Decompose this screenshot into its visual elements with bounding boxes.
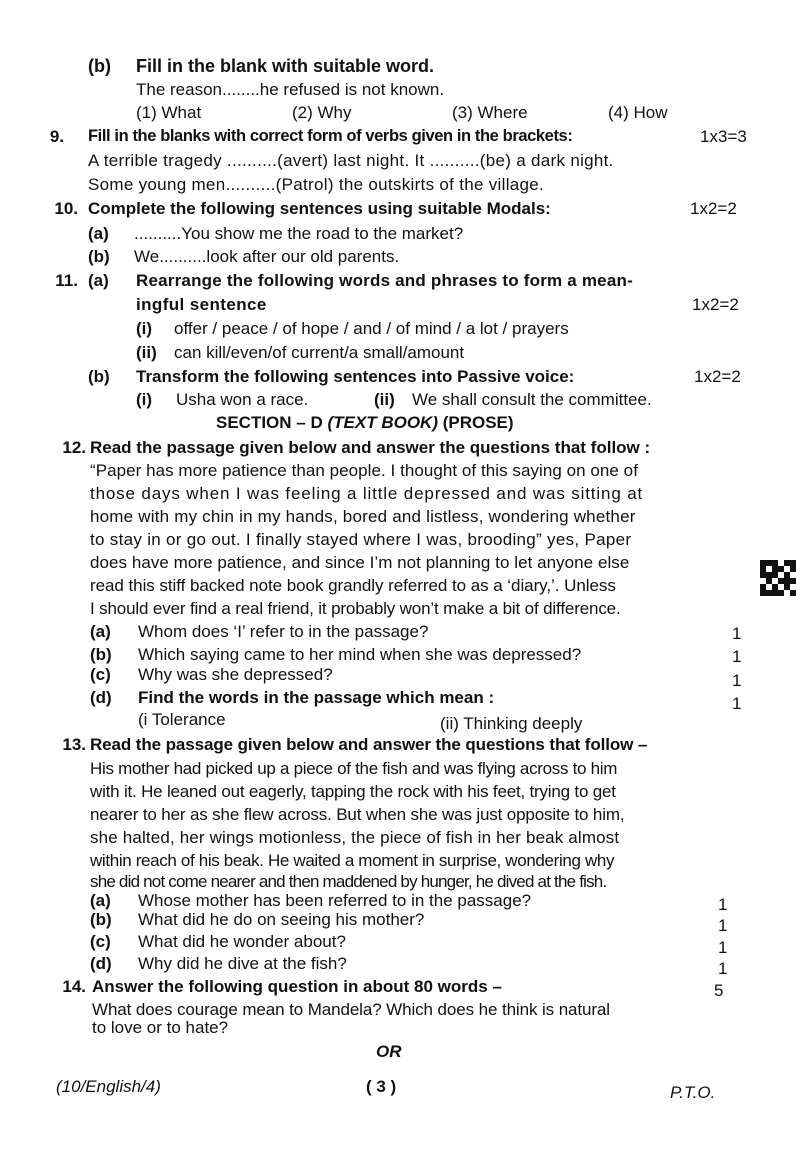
q11-a-i-label: (i) (136, 319, 153, 338)
q12-a-text: Whom does ‘I’ refer to in the passage? (138, 622, 429, 641)
q11-b-i-text: Usha won a race. (176, 390, 309, 409)
q12-c-marks: 1 (732, 671, 742, 690)
q8b-sentence: The reason........he refused is not known. (136, 80, 445, 99)
q8b-title: Fill in the blank with suitable word. (136, 56, 435, 76)
section-d-heading (216, 413, 514, 433)
q11-a-marks: 1x2=2 (692, 295, 739, 314)
q11-b-ii-text: We shall consult the committee. (412, 390, 652, 409)
q13-c-label: (c) (90, 932, 111, 951)
q11-a-label: (a) (88, 271, 109, 290)
qr-code-icon (760, 560, 796, 596)
footer-code: (10/English/4) (56, 1077, 161, 1096)
q13-passage-line-4: she halted, her wings motionless, the piece of fish in her beak almost (90, 828, 620, 847)
footer-page-number: ( 3 ) (366, 1077, 397, 1096)
q9-marks: 1x3=3 (700, 127, 747, 146)
q12-d-label: (d) (90, 688, 112, 707)
q12-passage-line-2: those days when I was feeling a little depressed and was sitting at (90, 484, 644, 503)
q14-number: 14. (62, 977, 86, 996)
q14-title: Answer the following question in about 80 words – (92, 977, 502, 996)
q12-passage-line-7: I should ever find a real friend, it probably won’t make a bit of difference. (90, 599, 621, 618)
q11-number: 11. (55, 271, 78, 290)
or-label: OR (376, 1042, 402, 1061)
q9-number: 9. (49, 127, 64, 146)
q13-passage-line-1: His mother had picked up a piece of the fish and was flying across to him (90, 759, 618, 778)
q13-d-text: Why did he dive at the fish? (138, 954, 347, 973)
q13-a-text: Whose mother has been referred to in the passage? (138, 891, 532, 910)
q10-marks: 1x2=2 (690, 199, 737, 218)
q12-d-i: (i Tolerance (138, 710, 226, 729)
q12-passage-line-4: to stay in or go out. I finally stayed where I was, brooding” yes, Paper (90, 530, 632, 549)
q12-a-marks: 1 (732, 624, 742, 643)
footer-pto: P.T.O. (670, 1083, 716, 1102)
q10-number: 10. (54, 199, 78, 218)
q13-a-marks: 1 (718, 895, 728, 914)
q9-line-1: A terrible tragedy ..........(avert) last night. It ..........(be) a dark night. (88, 151, 614, 170)
q10-b-text: We..........look after our old parents. (134, 247, 400, 266)
q13-a-label: (a) (90, 891, 111, 910)
q13-passage-line-6: she did not come nearer and then maddened by hunger, he dived at the fish. (90, 872, 607, 891)
section-d-prefix: SECTION – D (216, 413, 323, 432)
q8b-label: (b) (88, 56, 111, 76)
q12-passage-line-6: read this stiff backed note book grandly referred to as a ‘diary,’. Unless (90, 576, 616, 595)
q11-b-ii-label: (ii) (374, 390, 395, 409)
q12-a-label: (a) (90, 622, 111, 641)
q12-b-label: (b) (90, 645, 112, 664)
q8b-option-2: (2) Why (292, 103, 352, 122)
q11-b-title: Transform the following sentences into Passive voice: (136, 367, 575, 386)
q12-title: Read the passage given below and answer the questions that follow : (90, 438, 651, 457)
q12-d-marks: 1 (732, 694, 742, 713)
q10-a-text: ..........You show me the road to the market? (134, 224, 464, 243)
q11-b-marks: 1x2=2 (694, 367, 741, 386)
q13-c-text: What did he wonder about? (138, 932, 346, 951)
section-d-suffix: (PROSE) (442, 413, 514, 432)
q11-a-i-text: offer / peace / of hope / and / of mind / a lot / prayers (174, 319, 569, 338)
q13-c-marks: 1 (718, 938, 728, 957)
q11-a-ii-text: can kill/even/of current/a small/amount (174, 343, 465, 362)
q13-passage-line-3: nearer to her as she flew across. But when she was just opposite to him, (90, 805, 625, 824)
section-d-italic: (TEXT BOOK) (327, 413, 438, 432)
q11-b-label: (b) (88, 367, 110, 386)
q12-c-label: (c) (90, 665, 111, 684)
q13-title: Read the passage given below and answer the questions that follow – (90, 735, 648, 754)
q11-a-title-1: Rearrange the following words and phrases to form a mean- (136, 271, 633, 290)
q12-d-ii: (ii) Thinking deeply (440, 714, 583, 733)
q11-a-ii-label: (ii) (136, 343, 157, 362)
q11-a-title-2: ingful sentence (136, 295, 267, 314)
q13-d-marks: 1 (718, 959, 728, 978)
q13-d-label: (d) (90, 954, 112, 973)
q10-title: Complete the following sentences using suitable Modals: (88, 199, 551, 218)
q10-a-label: (a) (88, 224, 109, 243)
q12-passage-line-3: home with my chin in my hands, bored and listless, wondering whether (90, 507, 636, 526)
q9-line-2: Some young men..........(Patrol) the outskirts of the village. (88, 175, 545, 194)
q12-d-text: Find the words in the passage which mean : (138, 688, 495, 707)
q12-passage-line-5: does have more patience, and since I’m not planning to let anyone else (90, 553, 630, 572)
q12-b-marks: 1 (732, 647, 742, 666)
q9-title: Fill in the blanks with correct form of verbs given in the brackets: (88, 127, 573, 145)
q11-b-i-label: (i) (136, 390, 153, 409)
q12-b-text: Which saying came to her mind when she was depressed? (138, 645, 582, 664)
q12-passage-line-1: “Paper has more patience than people. I thought of this saying on one of (90, 461, 638, 480)
q13-passage-line-5: within reach of his beak. He waited a moment in surprise, wondering why (90, 851, 615, 870)
q13-number: 13. (62, 735, 86, 754)
q10-b-label: (b) (88, 247, 110, 266)
q12-number: 12. (62, 438, 86, 457)
q8b-option-4: (4) How (608, 103, 668, 122)
q14-line-2: to love or to hate? (92, 1018, 229, 1037)
q13-b-label: (b) (90, 910, 112, 929)
q12-c-text: Why was she depressed? (138, 665, 333, 684)
q8b-option-1: (1) What (136, 103, 202, 122)
q13-passage-line-2: with it. He leaned out eagerly, tapping the rock with his feet, trying to get (90, 782, 616, 801)
q8b-option-3: (3) Where (452, 103, 528, 122)
q14-marks: 5 (714, 981, 724, 1000)
q13-b-text: What did he do on seeing his mother? (138, 910, 425, 929)
q14-line-1: What does courage mean to Mandela? Which does he think is natural (92, 1000, 610, 1019)
q13-b-marks: 1 (718, 916, 728, 935)
